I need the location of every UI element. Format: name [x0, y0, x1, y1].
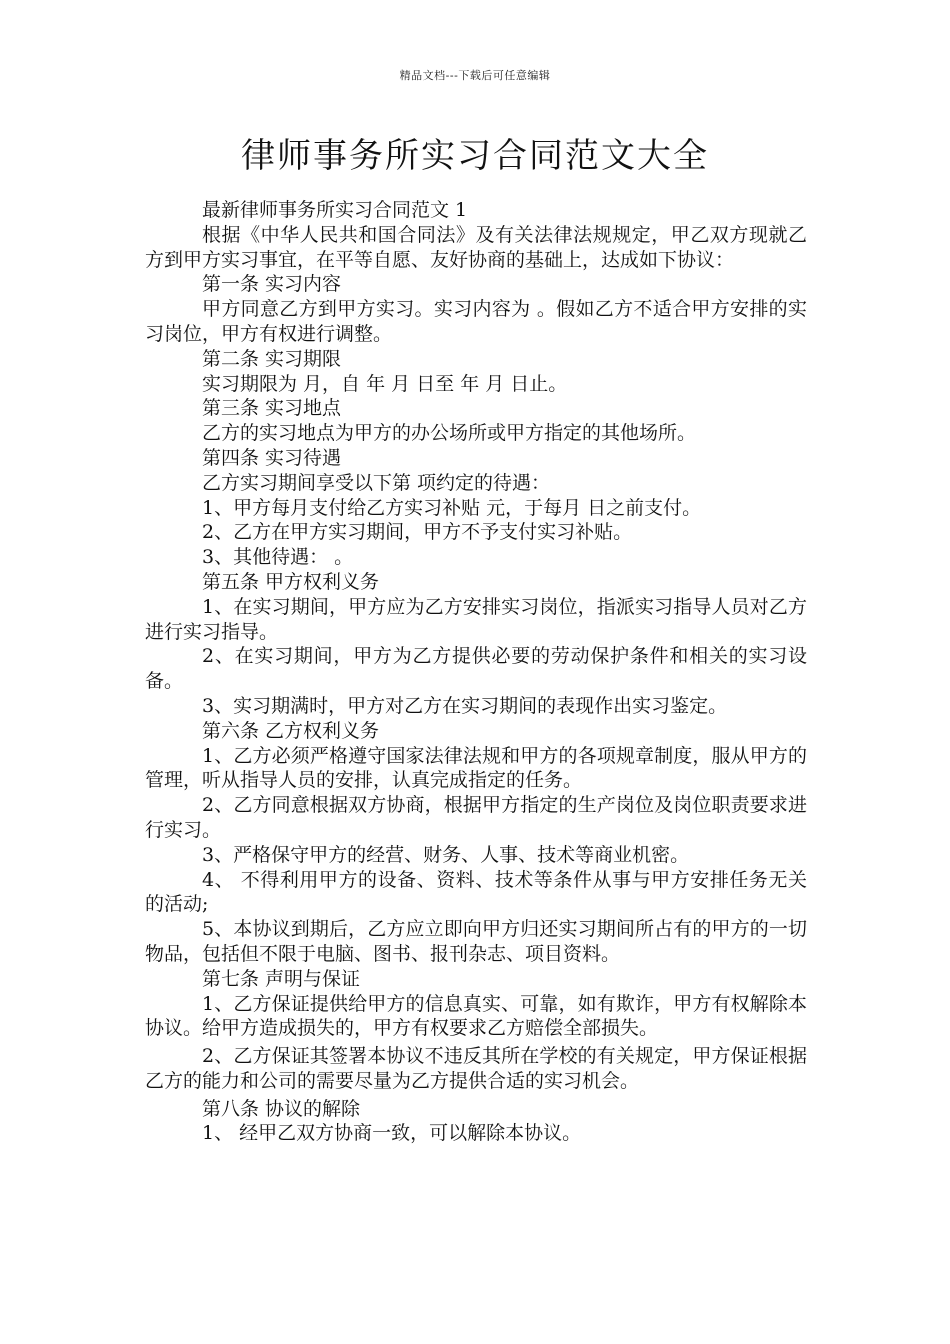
document-body	[145, 198, 807, 1146]
paragraph: 甲方同意乙方到甲方实习。实习内容为 。假如乙方不适合甲方安排的实习岗位，甲方有权进行调整。	[145, 298, 807, 345]
paragraph: 最新律师事务所实习合同范文 1	[202, 199, 468, 221]
header-note: 精品文档---下载后可任意编辑	[399, 69, 551, 82]
section-heading: 第八条 协议的解除	[202, 1097, 361, 1120]
document-title: 律师事务所实习合同范文大全	[241, 136, 709, 176]
section-heading: 第一条 实习内容	[202, 273, 342, 296]
section-heading: 第三条 实习地点	[202, 397, 342, 420]
list-item: 1、乙方必须严格遵守国家法律法规和甲方的各项规章制度，服从甲方的管理，听从指导人员的安排，认真完成指定的任务。	[145, 744, 807, 792]
section-heading: 第二条 实习期限	[202, 347, 342, 370]
list-item: 3、实习期满时，甲方对乙方在实习期间的表现作出实习鉴定。	[202, 694, 728, 717]
paragraph: 根据《中华人民共和国合同法》及有关法律法规规定，甲乙双方现就乙方到甲方实习事宜，在平等自愿、友好协商的基础上，达成如下协议：	[145, 223, 807, 271]
list-item: 2、乙方保证其签署本协议不违反其所在学校的有关规定，甲方保证根据乙方的能力和公司的需要尽量为乙方提供合适的实习机会。	[145, 1045, 807, 1092]
list-item: 4、 不得利用甲方的设备、资料、技术等条件从事与甲方安排任务无关的活动;	[145, 868, 807, 916]
paragraph: 乙方的实习地点为甲方的办公场所或甲方指定的其他场所。	[202, 422, 697, 445]
list-item: 5、本协议到期后，乙方应立即向甲方归还实习期间所占有的甲方的一切物品，包括但不限于电脑、图书、报刊杂志、项目资料。	[145, 918, 807, 965]
list-item: 1、 经甲乙双方协商一致，可以解除本协议。	[202, 1122, 582, 1145]
section-heading: 第七条 声明与保证	[202, 967, 361, 990]
section-heading: 第六条 乙方权利义务	[202, 719, 380, 742]
paragraph: 实习期限为 月，自 年 月 日至 年 月 日止。	[202, 372, 568, 395]
section-heading: 第四条 实习待遇	[202, 446, 342, 469]
section-heading: 第五条 甲方权利义务	[202, 570, 380, 593]
list-item: 1、乙方保证提供给甲方的信息真实、可靠，如有欺诈，甲方有权解除本协议。给甲方造成损失的，甲方有权要求乙方赔偿全部损失。	[145, 992, 807, 1040]
list-item: 1、在实习期间，甲方应为乙方安排实习岗位，指派实习指导人员对乙方进行实习指导。	[145, 595, 807, 643]
list-item: 2、乙方同意根据双方协商，根据甲方指定的生产岗位及岗位职责要求进行实习。	[145, 794, 807, 841]
list-item: 2、在实习期间，甲方为乙方提供必要的劳动保护条件和相关的实习设备。	[145, 645, 807, 693]
list-item: 3、严格保守甲方的经营、财务、人事、技术等商业机密。	[202, 843, 690, 866]
list-item: 1、甲方每月支付给乙方实习补贴 元，于每月 日之前支付。	[202, 496, 702, 519]
list-item: 2、乙方在甲方实习期间，甲方不予支付实习补贴。	[202, 521, 633, 544]
list-item: 3、其他待遇： 。	[202, 546, 354, 569]
paragraph: 乙方实习期间享受以下第 项约定的待遇：	[202, 471, 551, 494]
